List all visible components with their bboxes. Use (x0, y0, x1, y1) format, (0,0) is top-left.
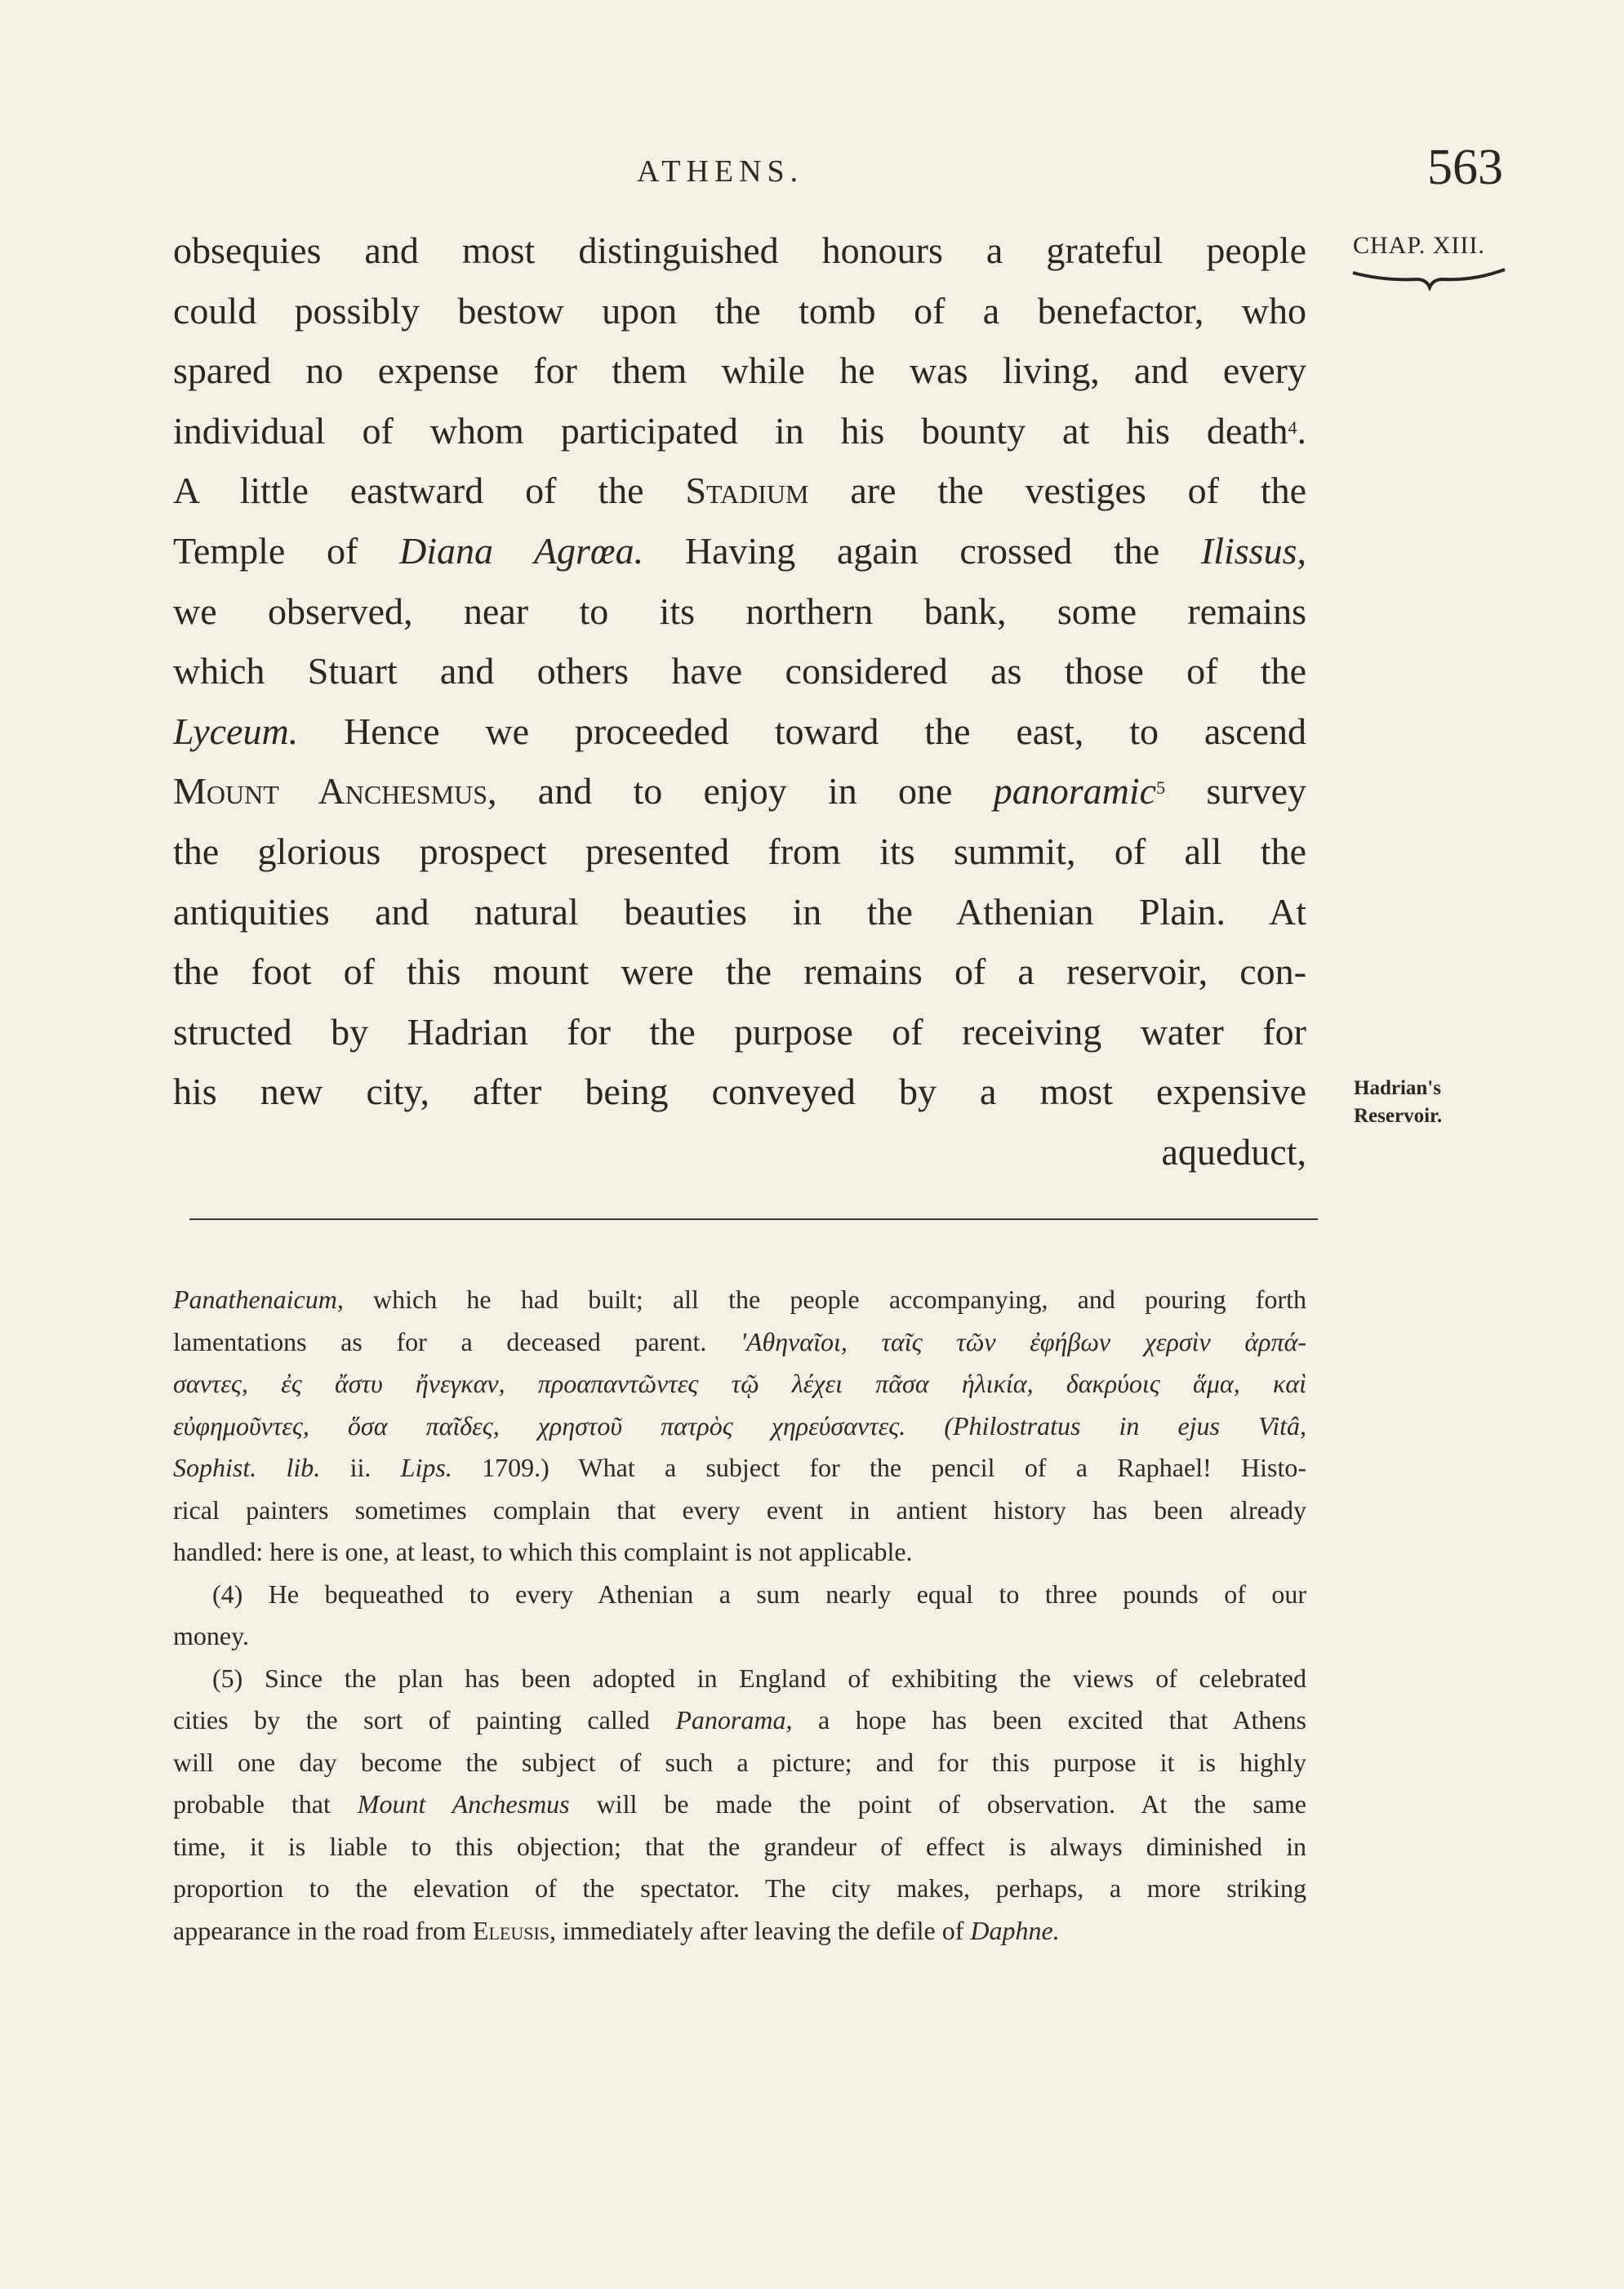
text-line: the foot of this mount were the remains of a reservoir, con- (173, 951, 1306, 993)
footnotes (173, 1279, 1306, 1952)
footnote-line: probable that Mount Anchesmus will be made the point of observation. At the same (173, 1789, 1307, 1819)
running-head: ATHENS. (637, 154, 804, 189)
footnote-line: (5) Since the plan has been adopted in England of exhibiting the views of celebrated (212, 1663, 1306, 1693)
text-line: the glorious prospect presented from its summit, of all the (173, 830, 1306, 872)
text-line: Lyceum. Hence we proceeded toward the east, to ascend (173, 710, 1306, 752)
text-line: could possibly bestow upon the tomb of a benefactor, who (173, 289, 1306, 332)
text-line: obsequies and most distinguished honours a grateful people (173, 229, 1306, 271)
footnote-line: proportion to the elevation of the spectator. The city makes, perhaps, a more striking (173, 1873, 1306, 1903)
text-line: A little eastward of the Stadium are the vestiges of the (173, 470, 1307, 512)
footnote-line: σαντες, ἐς ἄστυ ἤνεγκαν, προαπαντῶντες τῷ λέχει πᾶσα ἡλικία, δακρύοις ἅμα, καὶ (173, 1369, 1306, 1398)
footnote-line: appearance in the road from Eleusis, immediately after leaving the defile of Daphne. (173, 1915, 1060, 1945)
page-number: 563 (1427, 140, 1503, 195)
text-line: his new city, after being conveyed by a most expensive (173, 1071, 1306, 1113)
footnote-rule (189, 1218, 1318, 1220)
footnote-line: money. (173, 1621, 250, 1650)
marginal-note (1354, 1075, 1442, 1130)
chapter-brace-ornament (1351, 266, 1506, 291)
text-line: which Stuart and others have considered as those of the (173, 650, 1306, 692)
text-line: antiquities and natural beauties in the Athenian Plain. At (173, 890, 1306, 933)
marginal-note-line: Hadrian's (1354, 1077, 1441, 1099)
footnote-line: lamentations as for a deceased parent. 'Αθηναῖοι, ταῖς τῶν ἐφήβων χερσὶν ἀρπά- (173, 1326, 1307, 1356)
text-line: Mount Anchesmus, and to enjoy in one panoramic$^5$ survey (173, 770, 1307, 813)
footnote-line: will one day become the subject of such a picture; and for this purpose it is highly (173, 1747, 1306, 1777)
footnote-line: cities by the sort of painting called Panorama, a hope has been excited that Athens (173, 1705, 1307, 1735)
text-line: spared no expense for them while he was living, and every (173, 350, 1306, 392)
text-line: structed by Hadrian for the purpose of receiving water for (173, 1010, 1306, 1053)
catchword: aqueduct, (1161, 1130, 1306, 1173)
small-caps-term: Mount Anchesmus, (173, 770, 497, 813)
chapter-marginal-label: CHAP. XIII. (1353, 232, 1485, 259)
footnote-ref: 5 (1156, 777, 1166, 799)
footnote-line: handled: here is one, at least, to which this complaint is not applicable. (173, 1537, 913, 1566)
text-line: we observed, near to its northern bank, some remains (173, 590, 1306, 632)
footnote-line: time, it is liable to this objection; that the grandeur of effect is always diminished in (173, 1831, 1306, 1861)
footnote-line: (4) He bequeathed to every Athenian a sum nearly equal to three pounds of our (212, 1579, 1306, 1609)
small-caps-term: Stadium (685, 470, 809, 512)
footnote-line: Panathenaicum, which he had built; all the people accompanying, and pouring forth (173, 1285, 1306, 1314)
footnote-line: εὐφημοῦντες, ὅσα παῖδες, χρηστοῦ πατρὸς χηρεύσαντες. (Philostratus in ejus Vitâ, (173, 1410, 1307, 1441)
text-line: individual of whom participated in his bounty at his death$^4$. (173, 409, 1306, 452)
text-line: Temple of Diana Agrœa. Having again crossed the Ilissus, (173, 529, 1306, 572)
footnote-ref: 4 (1288, 416, 1297, 438)
main-text-body (173, 220, 1306, 1182)
footnote-line: rical painters sometimes complain that every event in antient history has been already (173, 1494, 1306, 1525)
footnote-line: Sophist. lib. ii. Lips. 1709.) What a subject for the pencil of a Raphael! Histo- (173, 1453, 1307, 1482)
marginal-note-line: Reservoir. (1354, 1105, 1443, 1127)
